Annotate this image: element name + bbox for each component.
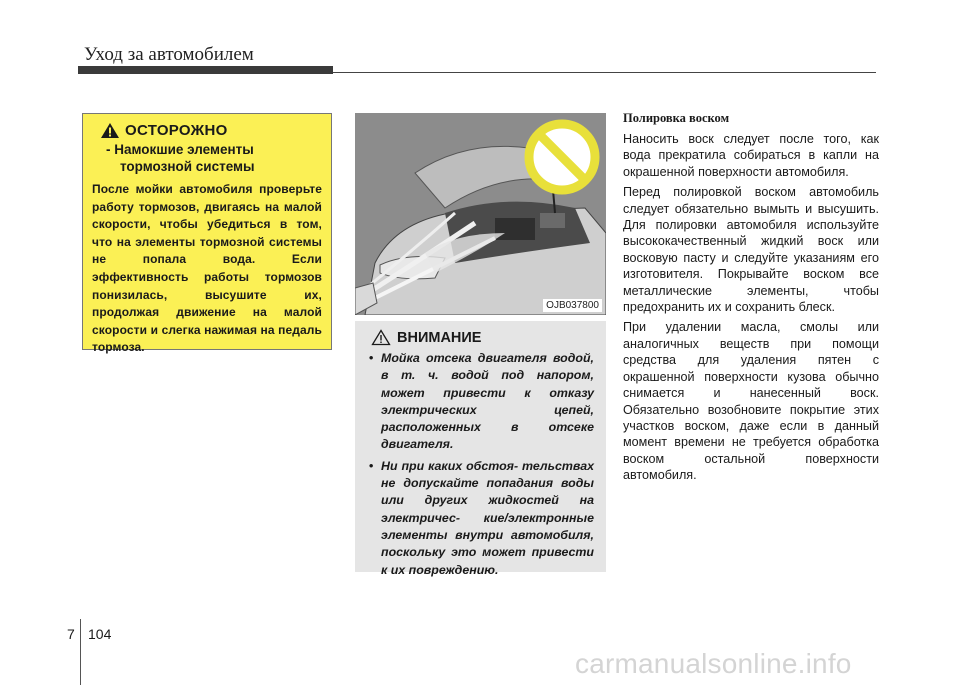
polish-heading: Полировка воском bbox=[623, 111, 730, 125]
warning-list bbox=[369, 350, 594, 579]
figure-label: OJB037800 bbox=[543, 299, 602, 312]
header-bar bbox=[78, 66, 333, 74]
watermark: carmanualsonline.info bbox=[575, 648, 852, 679]
polish-section bbox=[623, 111, 879, 488]
caution-title: ОСТОРОЖНО bbox=[125, 122, 228, 139]
footer-divider bbox=[80, 619, 81, 685]
warning-item: • Мойка отсека двигателя водой, в т. ч. водой под напором, может привести к отказу электрических цепей, расположенных в отсеке двигателя. bbox=[369, 350, 594, 454]
warning-box bbox=[355, 321, 606, 577]
caution-body: После мойки автомобиля проверьте работу тормозов, двигаясь на малой скорости, чтобы убедиться в том, что на элементы тормозной системы не попала вода. Если эффективность работы тормозов понизилась, высушите их, продолжая движение на малой скорости и слегка нажимая на педаль тормоза. bbox=[92, 182, 322, 355]
warning-title: ВНИМАНИЕ bbox=[397, 329, 482, 346]
polish-paragraph: Наносить воск следует после того, как вода прекратила собираться в капли на окрашенной поверхности автомобиля. bbox=[623, 132, 879, 179]
engine-illustration bbox=[355, 113, 606, 315]
caution-subtitle: - Намокшие элементы тормозной системы bbox=[106, 142, 255, 174]
warning-triangle-icon bbox=[100, 122, 120, 139]
section-number: 7 bbox=[67, 626, 75, 642]
header-rule bbox=[333, 72, 876, 73]
page-header-title: Уход за автомобилем bbox=[84, 44, 254, 65]
caution-box bbox=[82, 113, 332, 355]
page-number: 104 bbox=[88, 626, 112, 642]
polish-paragraph: Перед полировкой воском автомобиль следует обязательно вымыть и высушить. Для полировки автомобиля используйте высококачественный жидкий воск или восковую пасту и следуйте указаниям его изготовителя. Покрывайте воском все металлические элементы, чтобы предохранить их и сохранить блеск. bbox=[623, 185, 879, 315]
warning-header bbox=[371, 329, 594, 346]
caution-header bbox=[100, 122, 322, 139]
polish-paragraph: При удалении масла, смолы или аналогичных веществ при помощи средства для удаления пятен с окрашенной поверхности кузова обычно снимается и нанесенный воск. Обязательно возобновите покрытие этих участков воском, даже если в данный момент времени не требуется обработка воском остальной поверхности автомобиля. bbox=[623, 320, 879, 483]
engine-wash-illustration bbox=[355, 113, 606, 315]
warning-outline-triangle-icon bbox=[371, 329, 391, 346]
warning-item: • Ни при каких обстоя- тельствах не допускайте попадания воды или других жидкостей на электричес- кие/электронные элементы внутри автомобиля, поскольку это может привести к их повреждению. bbox=[369, 458, 594, 579]
